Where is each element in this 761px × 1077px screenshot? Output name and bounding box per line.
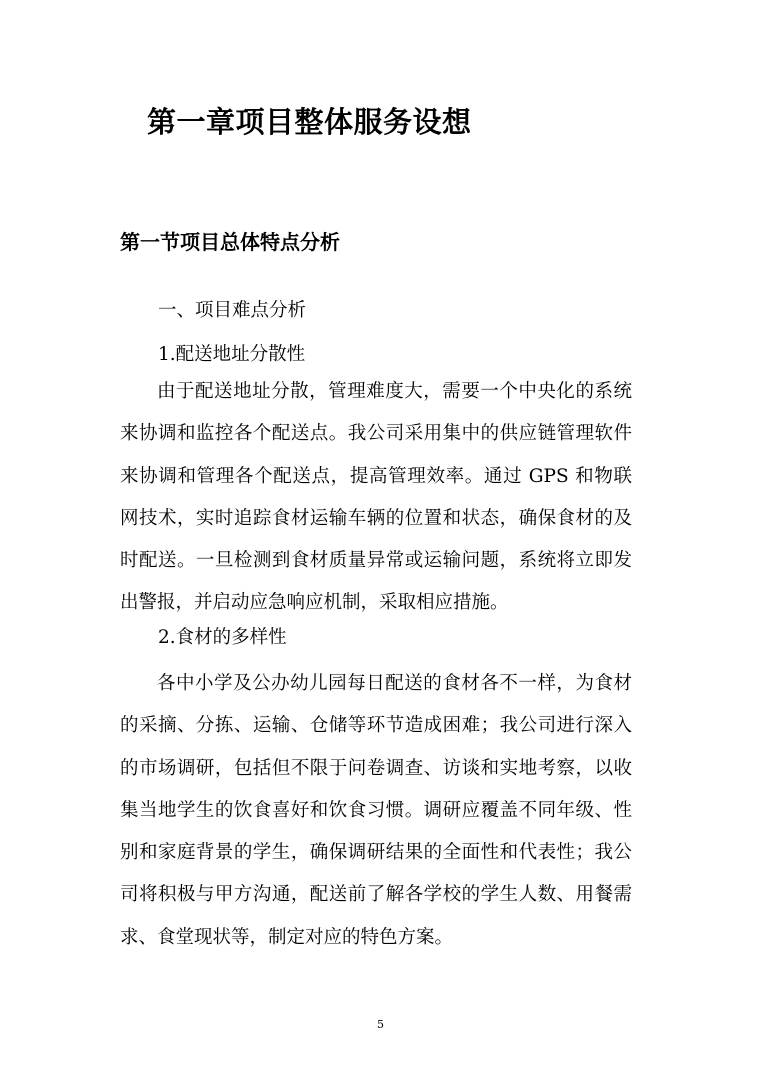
item-paragraph-1: 由于配送地址分散，管理难度大，需要一个中央化的系统来协调和监控各个配送点。我公司采用集中的供应链管理软件来协调和管理各个配送点，提高管理效率。通过 GPS 和物联网技术，实时追踪食材运输车辆的位置和状态，确保食材的及时配送。一旦检测到食材质量异常或运输问题，系统将立即发出警报，并启动应急响应机制，采取相应措施。: [120, 381, 632, 614]
item-paragraph-2: 各中小学及公办幼儿园每日配送的食材各不一样，为食材的采摘、分拣、运输、仓储等环节造成困难；我公司进行深入的市场调研，包括但不限于问卷调查、访谈和实地考察，以收集当地学生的饮食喜好和饮食习惯。调研应覆盖不同年级、性别和家庭背景的学生，确保调研结果的全面性和代表性；我公司将积极与甲方沟通，配送前了解各学校的学生人数、用餐需求、食堂现状等，制定对应的特色方案。: [120, 673, 632, 948]
subsection-heading: 一、项目难点分析: [158, 300, 307, 321]
section-title: 第一节项目总体特点分析: [120, 230, 340, 254]
item-heading-2: 2.食材的多样性: [158, 627, 287, 648]
item-heading-1: 1.配送地址分散性: [158, 344, 306, 365]
page-number: 5: [377, 1018, 384, 1031]
chapter-title: 第一章项目整体服务设想: [147, 105, 472, 139]
